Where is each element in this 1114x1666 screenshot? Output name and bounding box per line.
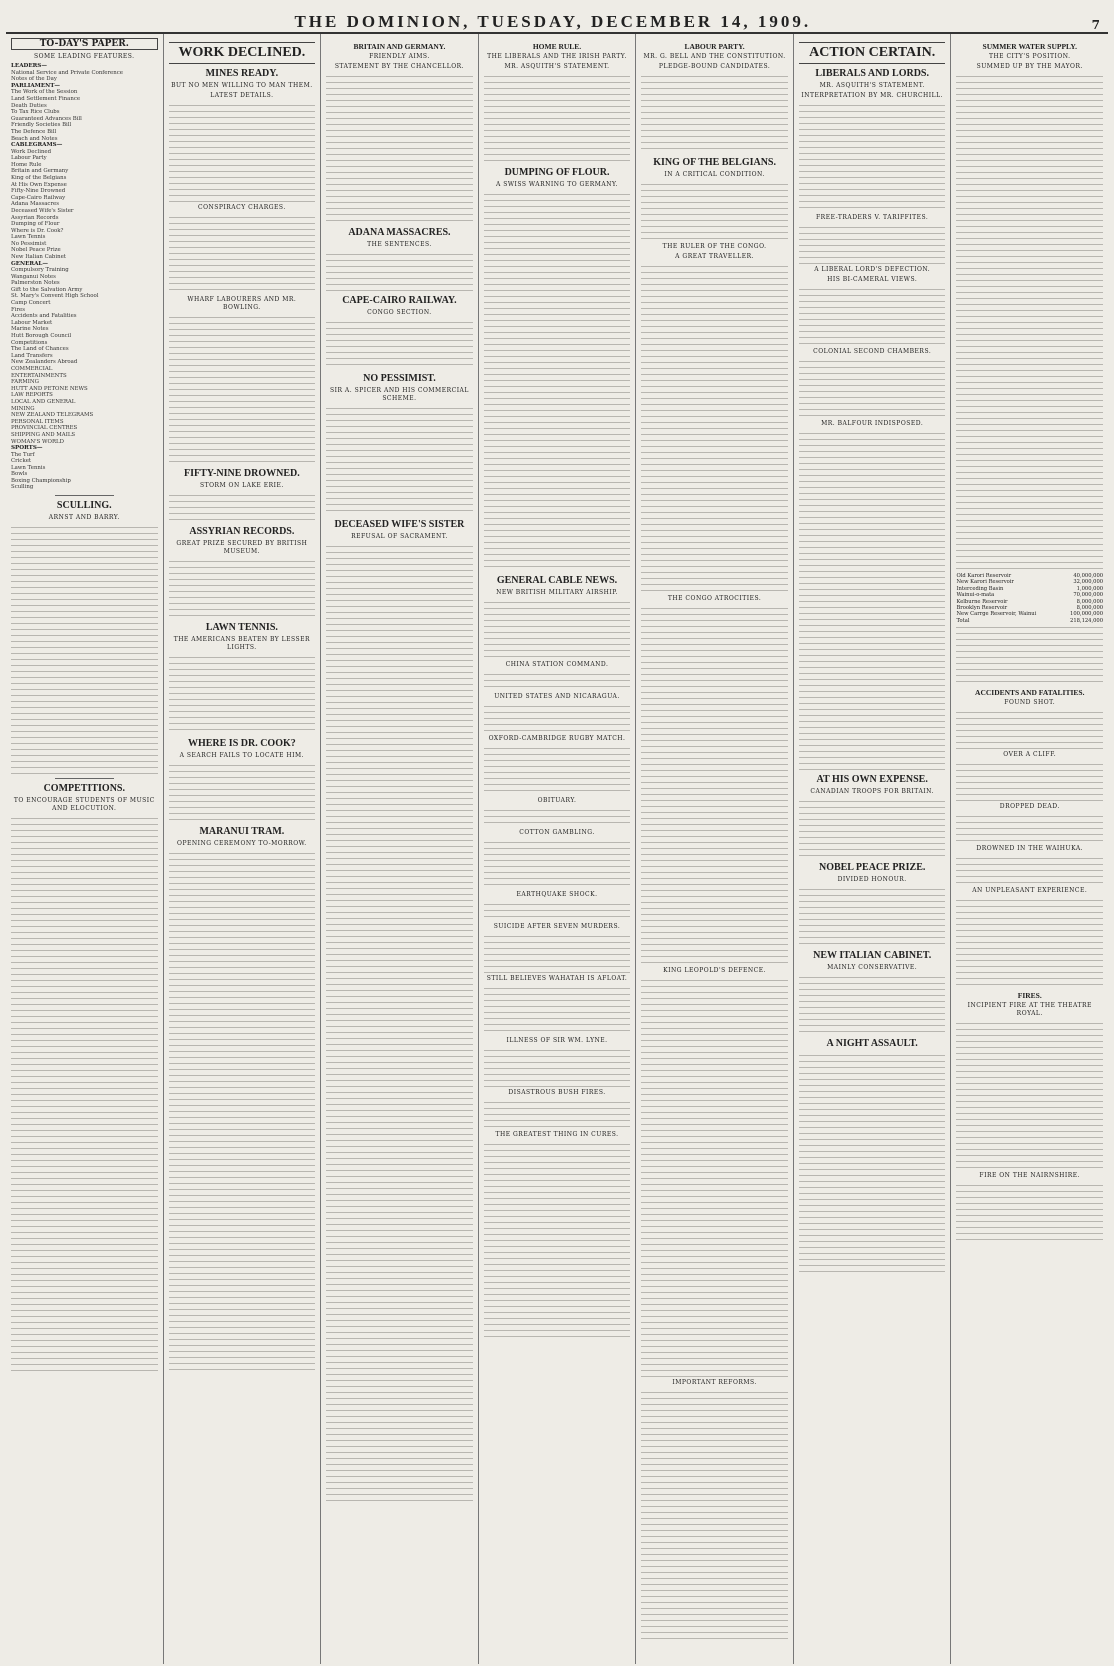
no-men-subheading: BUT NO MEN WILLING TO MAN THEM. [171, 82, 313, 89]
conspiracy-heading: CONSPIRACY CHARGES. [197, 204, 286, 211]
article-body [11, 524, 158, 774]
toc-item: MINING [11, 405, 35, 412]
toc-item: Death Duties [11, 102, 47, 109]
toc-item: Camp Concert [11, 300, 51, 307]
colonial-subheading: COLONIAL SECOND CHAMBERS. [813, 348, 932, 355]
competitions-heading: COMPETITIONS. [43, 783, 125, 795]
toc-item: The Defence Bill [11, 128, 57, 135]
toc-item: Compulsory Training [11, 267, 69, 274]
balfour-subheading: MR. BALFOUR INDISPOSED. [821, 420, 924, 427]
masthead-title: THE DOMINION, TUESDAY, DECEMBER 14, 1909. [294, 12, 812, 31]
adana-subheading: THE SENTENCES. [367, 241, 432, 248]
maranui-tram-heading: MARANUI TRAM. [199, 826, 285, 837]
toc-item: Home Rule [11, 161, 42, 168]
no-pessimist-heading: NO PESSIMIST. [363, 373, 436, 384]
toc-item: Gift to the Salvation Army [11, 286, 83, 293]
toc-item: New Italian Cabinet [11, 254, 66, 261]
asquith-statement-subheading: MR. ASQUITH'S STATEMENT. [504, 63, 610, 70]
competitions-subheading: TO ENCOURAGE STUDENTS OF MUSIC AND ELOCUTION. [13, 797, 155, 813]
unpleasant-subheading: AN UNPLEASANT EXPERIENCE. [972, 887, 1088, 895]
toc-item: Lawn Tennis [11, 234, 46, 241]
toc-item: NEW ZEALAND TELEGRAMS [11, 412, 94, 419]
toc-item: New Zealanders Abroad [11, 359, 78, 366]
reforms-subheading: IMPORTANT REFORMS. [672, 1379, 757, 1386]
sculling-subheading: ARNST AND BARRY. [48, 514, 120, 522]
greatest-cures-subheading: THE GREATEST THING IN CURES. [495, 1131, 619, 1138]
atrocities-subheading: THE CONGO ATROCITIES. [667, 595, 762, 602]
toc-item: The Land of Chances [11, 346, 69, 353]
latest-details-subheading: LATEST DETAILS. [210, 92, 274, 99]
toc-item: SHIPPING AND MAILS [11, 431, 76, 438]
toc-item: Lawn Tennis [11, 464, 46, 471]
toc-item: Competitions [11, 339, 48, 346]
toc-item: Adana Massacres [11, 201, 59, 208]
toc-section-label: CABLEGRAMS— [11, 142, 63, 149]
columns [6, 34, 1108, 1664]
suicide-subheading: SUICIDE AFTER SEVEN MURDERS. [493, 923, 621, 930]
toc-item: King of the Belgians [11, 174, 67, 181]
toc-item: Beach and Notes [11, 135, 58, 142]
toc-item: At His Own Expense [11, 181, 67, 188]
toc-item: Hutt Borough Council [11, 333, 72, 339]
table-row: Interceding Basin 1,000,000 [956, 585, 1104, 592]
king-belgians-heading: KING OF THE BELGIANS. [653, 157, 776, 168]
column-1 [6, 34, 164, 1664]
dumping-flour-heading: DUMPING OF FLOUR. [504, 167, 610, 178]
toc-item: Dumping of Flour [11, 221, 60, 228]
toc-item: Bowls [11, 471, 28, 478]
toc-item: Wanganui Notes [11, 273, 56, 280]
bush-fires-subheading: DISASTROUS BUSH FIRES. [508, 1089, 606, 1096]
reservoir-table [956, 573, 1103, 624]
liberals-irish-subheading: THE LIBERALS AND THE IRISH PARTY. [487, 53, 627, 60]
toc-item: Labour Market [11, 319, 53, 326]
column-2 [164, 34, 322, 1664]
fifty-nine-drowned-heading: FIFTY-NINE DROWNED. [183, 468, 300, 479]
home-rule-heading: HOME RULE. [532, 42, 582, 51]
constitution-subheading: MR. G. BELL AND THE CONSTITUTION. [643, 53, 786, 60]
toc-item: Britain and Germany [11, 168, 69, 175]
canadian-troops-subheading: CANADIAN TROOPS FOR BRITAIN. [810, 788, 934, 795]
obituary-subheading: OBITUARY. [537, 797, 577, 804]
column-6 [794, 34, 952, 1664]
sculling-heading: SCULLING. [56, 500, 112, 512]
table-row: Kelburne Reservoir 8,000,000 [956, 598, 1104, 605]
theatre-fire-subheading: INCIPIENT FIRE AT THE THEATRE ROYAL. [967, 1002, 1092, 1018]
table-row: Old Karori Reservoir 40,000,000 [956, 573, 1104, 579]
toc-item: Fifty-Nine Drowned [11, 188, 66, 195]
toc-item: Where is Dr. Cook? [11, 227, 64, 234]
action-certain-heading: ACTION CERTAIN. [799, 42, 946, 64]
toc-item: Boxing Championship [11, 477, 71, 484]
cliff-subheading: OVER A CLIFF. [1003, 751, 1057, 759]
italian-cabinet-heading: NEW ITALIAN CABINET. [813, 950, 932, 961]
features-subheading: SOME LEADING FEATURES. [33, 53, 135, 61]
toc-item: Accidents and Fatalities [11, 313, 77, 320]
assyrian-subheading: GREAT PRIZE SECURED BY BRITISH MUSEUM. [176, 540, 308, 555]
churchill-subheading: INTERPRETATION BY MR. CHURCHILL. [801, 92, 944, 99]
pessimist-subheading: SIR A. SPICER AND HIS COMMERCIAL SCHEME. [330, 387, 469, 402]
toc-item: Nobel Peace Prize [11, 247, 61, 254]
ruler-subheading: THE RULER OF THE CONGO. [662, 243, 767, 250]
toc-section-label: SPORTS— [11, 445, 43, 452]
toc-item: Labour Party [11, 155, 47, 162]
page-number: 7 [1091, 18, 1100, 32]
lawn-tennis-heading: LAWN TENNIS. [205, 622, 278, 633]
column-7 [951, 34, 1108, 1664]
chancellor-subheading: STATEMENT BY THE CHANCELLOR. [334, 63, 465, 70]
tram-subheading: OPENING CEREMONY TO-MORROW. [177, 840, 307, 847]
friendly-aims-subheading: FRIENDLY AIMS. [369, 53, 430, 60]
earthquake-subheading: EARTHQUAKE SHOCK. [516, 891, 598, 898]
table-row: New Karori Reservoir 32,000,000 [956, 579, 1104, 586]
toc-item: The Turf [11, 451, 35, 458]
cotton-subheading: COTTON GAMBLING. [519, 829, 595, 836]
fires-heading: FIRES. [1017, 991, 1042, 1001]
toc-item: Deceased Wife's Sister [11, 207, 74, 214]
accidents-heading: ACCIDENTS AND FATALITIES. [975, 688, 1085, 698]
swiss-warning-subheading: A SWISS WARNING TO GERMANY. [496, 181, 619, 188]
toc-item: Sculling [11, 484, 34, 491]
toc-item: PERSONAL ITEMS [11, 418, 64, 425]
toc-item: FARMING [11, 379, 39, 386]
toc-section-label: LEADERS— [11, 63, 47, 70]
assyrian-heading: ASSYRIAN RECORDS. [189, 526, 295, 537]
toc-item: Guaranteed Advances Bill [11, 115, 82, 122]
work-declined-heading: WORK DECLINED. [169, 42, 316, 64]
conservative-subheading: MAINLY CONSERVATIVE. [827, 964, 918, 971]
liberals-lords-heading: LIBERALS AND LORDS. [815, 68, 929, 79]
pledge-subheading: PLEDGE-BOUND CANDIDATES. [658, 63, 771, 70]
illness-subheading: ILLNESS OF SIR WM. LYNE. [506, 1037, 608, 1044]
wife-subheading: REFUSAL OF SACRAMENT. [351, 533, 448, 540]
toc-item: St. Mary's Convent High School [11, 293, 99, 300]
tennis-subheading: THE AMERICANS BEATEN BY LESSER LIGHTS. [173, 636, 311, 651]
nairnshire-subheading: FIRE ON THE NAIRNSHIRE. [979, 1172, 1081, 1180]
divided-honour-subheading: DIVIDED HONOUR. [837, 876, 907, 883]
mayor-subheading: SUMMED UP BY THE MAYOR. [976, 63, 1083, 70]
free-traders-subheading: FREE-TRADERS V. TARIFFITES. [816, 214, 929, 221]
toc-item: Land Settlement Finance [11, 96, 81, 102]
column-3 [321, 34, 479, 1664]
article-body [11, 815, 158, 1375]
mines-ready-heading: MINES READY. [205, 68, 279, 79]
toc-item: WOMAN'S WORLD [11, 438, 64, 445]
toc-item: LAW REPORTS [11, 392, 53, 399]
rugby-subheading: OXFORD-CAMBRIDGE RUGBY MATCH. [488, 735, 626, 742]
todays-paper-heading: TO-DAY'S PAPER. [11, 38, 158, 50]
nicaragua-subheading: UNITED STATES AND NICARAGUA. [494, 693, 620, 700]
airship-subheading: NEW BRITISH MILITARY AIRSHIP. [496, 589, 618, 596]
cape-subheading: CONGO SECTION. [367, 309, 432, 316]
table-row: Brooklyn Reservoir 8,000,000 [956, 605, 1104, 612]
toc-item: COMMERCIAL [11, 365, 53, 372]
table-row: Wainui-o-mata 70,000,000 [956, 592, 1104, 599]
water-supply-heading: SUMMER WATER SUPPLY. [982, 42, 1077, 51]
cook-subheading: A SEARCH FAILS TO LOCATE HIM. [179, 752, 305, 759]
masthead [6, 6, 1108, 34]
china-subheading: CHINA STATION COMMAND. [505, 661, 609, 668]
toc-item: PROVINCIAL CENTRES [11, 425, 78, 432]
column-5 [636, 34, 794, 1664]
dropped-dead-subheading: DROPPED DEAD. [999, 803, 1060, 811]
toc-item: Cape-Cairo Railway [11, 194, 66, 201]
bicameral-subheading: HIS BI-CAMERAL VIEWS. [827, 276, 918, 283]
toc-section-label: PARLIAMENT— [11, 83, 61, 89]
table-row: Total 218,124,000 [956, 617, 1104, 624]
britain-germany-heading: BRITAIN AND GERMANY. [353, 42, 446, 51]
cape-cairo-heading: CAPE-CAIRO RAILWAY. [342, 295, 457, 306]
toc-item: Friendly Societies Bill [11, 122, 72, 129]
toc-item: Fires [11, 306, 25, 313]
toc-item: LOCAL AND GENERAL [11, 398, 76, 405]
toc-section-label: GENERAL— [11, 260, 48, 267]
wharf-heading: WHARF LABOURERS AND MR. BOWLING. [187, 296, 297, 311]
toc-item: Assyrian Records [11, 214, 59, 221]
toc-item: Cricket [11, 458, 32, 465]
waihuka-subheading: DROWNED IN THE WAIHUKA. [976, 845, 1084, 853]
table-row: New Carrge Reservoir, Wainui 100,000,000 [956, 611, 1104, 618]
toc-item: The Work of the Session [11, 89, 78, 96]
column-4 [479, 34, 637, 1664]
critical-subheading: IN A CRITICAL CONDITION. [664, 171, 765, 178]
deceased-wife-heading: DECEASED WIFE'S SISTER [334, 519, 465, 530]
adana-heading: ADANA MASSACRES. [348, 227, 451, 238]
toc-item: To Tax Rice Clubs [11, 109, 60, 116]
table-of-contents [11, 63, 158, 491]
toc-item: HUTT AND PETONE NEWS [11, 385, 88, 392]
night-assault-heading: A NIGHT ASSAULT. [826, 1038, 918, 1049]
toc-item: Palmerston Notes [11, 280, 60, 287]
toc-item: Marine Notes [11, 326, 49, 333]
general-cable-heading: GENERAL CABLE NEWS. [496, 575, 618, 586]
waratah-subheading: STILL BELIEVES WAHATAH IS AFLOAT. [486, 975, 628, 982]
storm-subheading: STORM ON LAKE ERIE. [199, 482, 284, 489]
toc-item: Work Declined [11, 148, 52, 155]
toc-item: Land Transfers [11, 352, 53, 359]
toc-item: No Pessimist [11, 240, 47, 247]
found-shot-subheading: FOUND SHOT. [1004, 699, 1056, 707]
defection-subheading: A LIBERAL LORD'S DEFECTION. [814, 266, 931, 273]
asquith-subheading: MR. ASQUITH'S STATEMENT. [819, 82, 925, 89]
dr-cook-heading: WHERE IS DR. COOK? [187, 738, 296, 749]
toc-item: Notes of the Day [11, 76, 57, 83]
traveller-subheading: A GREAT TRAVELLER. [675, 253, 755, 260]
own-expense-heading: AT HIS OWN EXPENSE. [816, 774, 928, 785]
defence-subheading: KING LEOPOLD'S DEFENCE. [663, 967, 767, 974]
toc-item: National Service and Private Conference [11, 69, 123, 76]
city-position-subheading: THE CITY'S POSITION. [988, 53, 1071, 60]
nobel-heading: NOBEL PEACE PRIZE. [818, 862, 926, 873]
labour-party-heading: LABOUR PARTY. [684, 42, 745, 51]
toc-item: ENTERTAINMENTS [11, 372, 67, 379]
